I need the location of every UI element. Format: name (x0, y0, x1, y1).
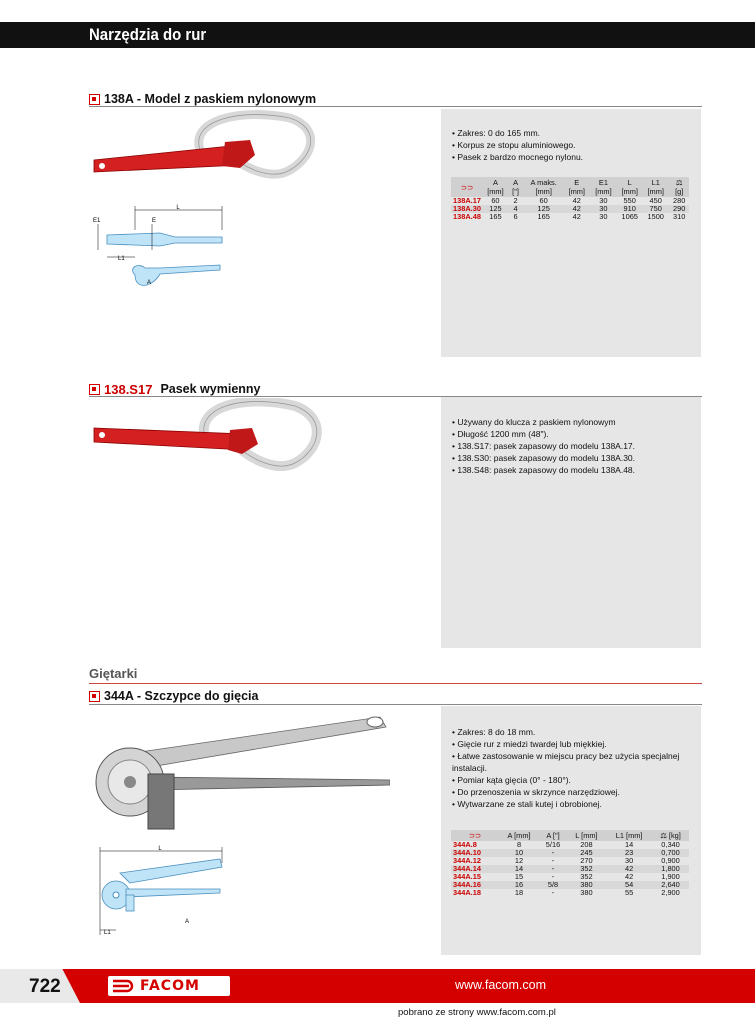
section-138s17-heading (89, 381, 261, 397)
section-138a-heading (89, 91, 316, 107)
section-344a-features (452, 726, 687, 810)
table-row: 344A.12 12 - 270 30 0,900 (453, 856, 680, 865)
feature-item: • 138.S17: pasek zapasowy do modelu 138A.17. (452, 441, 636, 451)
dim-a-label: A (147, 280, 152, 286)
section-divider (89, 704, 702, 705)
feature-item: • 138.S48: pasek zapasowy do modelu 138A.48. (452, 465, 636, 475)
dim-l-label: L (158, 846, 162, 852)
spec-table-138a: ⊃⊃ A [mm] A ["] A maks. [mm] E [mm] E1 [mm] L [mm] L1 [mm] ⚖ [g] 138A.17 60 2 60 42 30 550 450 280 138A.30 125 4 125 42 30 910 750 290 138A.48 165 6 165 42 30 1065 1500 310 (451, 177, 689, 221)
feature-item: • Do przenoszenia w skrzynce narzędziowej. (452, 787, 620, 797)
weight-icon: ⚖ (675, 178, 683, 187)
section-138s17-features (452, 416, 635, 476)
dim-l-label: L (176, 205, 180, 211)
bullet-square-icon (89, 384, 100, 395)
table-row: 138A.17 60 2 60 42 30 550 450 280 (453, 196, 686, 205)
dim-a-label: A (185, 919, 190, 925)
feature-item: • Pomiar kąta gięcia (0° - 180°). (452, 775, 571, 785)
dim-l1-label: L1 (104, 930, 111, 935)
table-row: 344A.10 10 - 245 23 0,700 (451, 849, 689, 857)
website-link[interactable]: www.facom.com (455, 978, 546, 992)
feature-item: • Zakres: 0 do 165 mm. (452, 128, 541, 138)
feature-item: • Używany do klucza z paskiem nylonowym (452, 417, 616, 427)
page-title: Narzędzia do rur (89, 25, 207, 44)
dim-e-label: E (152, 218, 157, 224)
table-row: 344A.15 15 - 352 42 1,900 (453, 872, 680, 881)
table-row: 344A.14 14 - 352 42 1,800 (451, 865, 689, 873)
replacement-strap-photo (90, 398, 330, 493)
bullet-square-icon (89, 691, 100, 702)
section-138s17-ref: 138.S17 (104, 381, 153, 397)
section-138a-features (452, 127, 583, 163)
dim-e1-label: E1 (93, 218, 101, 224)
section-344a-heading (89, 688, 258, 704)
bending-pliers-diagram (90, 845, 230, 935)
facom-logo (108, 976, 230, 996)
section-divider (89, 106, 702, 107)
section-138a-title: 138A - Model z paskiem nylonowym (104, 92, 317, 106)
category-title: Giętarki (89, 666, 138, 681)
section-344a-title: 344A - Szczypce do gięcia (104, 689, 259, 703)
table-row: 138A.30 125 4 125 42 30 910 750 290 (451, 205, 689, 213)
bullet-square-icon (89, 94, 100, 105)
strap-wrench-diagram (90, 200, 230, 295)
section-138s17-title: Pasek wymienny (160, 382, 261, 396)
table-row: 344A.16 16 5/8 380 54 2,640 (451, 881, 689, 889)
category-divider (89, 683, 702, 684)
facom-emblem-icon (111, 978, 137, 994)
dim-l1-label: L1 (118, 256, 125, 262)
feature-item: • Gięcie rur z miedzi twardej lub miękkiej. (452, 739, 607, 749)
feature-item: • 138.S30: pasek zapasowy do modelu 138A.30. (452, 453, 636, 463)
source-note: pobrano ze strony www.facom.com.pl (398, 1007, 556, 1018)
facom-wordmark: FACOM (140, 978, 200, 994)
bending-pliers-photo (90, 712, 390, 842)
feature-item: • Długość 1200 mm (48"). (452, 429, 549, 439)
weight-icon: ⚖ (660, 831, 667, 840)
page-header-bar (0, 22, 755, 48)
feature-item: • Łatwe zastosowanie w miejscu pracy bez użycia specjalnej instalacji. (452, 751, 680, 773)
feature-item: • Korpus ze stopu aluminiowego. (452, 140, 576, 150)
feature-item: • Pasek z bardzo mocnego nylonu. (452, 152, 584, 162)
facom-ref-icon: ⊃⊃ (451, 177, 483, 197)
feature-item: • Zakres: 8 do 18 mm. (452, 727, 536, 737)
table-row: 344A.8 8 5/16 208 14 0,340 (453, 840, 680, 849)
page-number: 722 (29, 976, 61, 997)
strap-wrench-photo (90, 110, 320, 195)
facom-ref-icon: ⊃⊃ (451, 830, 499, 841)
table-row: 138A.48 165 6 165 42 30 1065 1500 310 (453, 212, 686, 221)
feature-item: • Wytwarzane ze stali kutej i obrobionej. (452, 799, 602, 809)
table-row: 344A.18 18 - 380 55 2,900 (453, 888, 680, 897)
spec-table-344a: ⊃⊃ A [mm] A ["] L [mm] L1 [mm] ⚖ [kg] 344A.8 8 5/16 208 14 0,340 344A.10 10 - 245 23 0,700 344A.12 12 - 270 30 0,900 344A.14 14 - 352 42 1,800 344A.15 15 - 352 42 1,900 344A.16 16 5/8 380 54 2,640 344A.18 18 - 380 55 2,900 (451, 830, 689, 897)
